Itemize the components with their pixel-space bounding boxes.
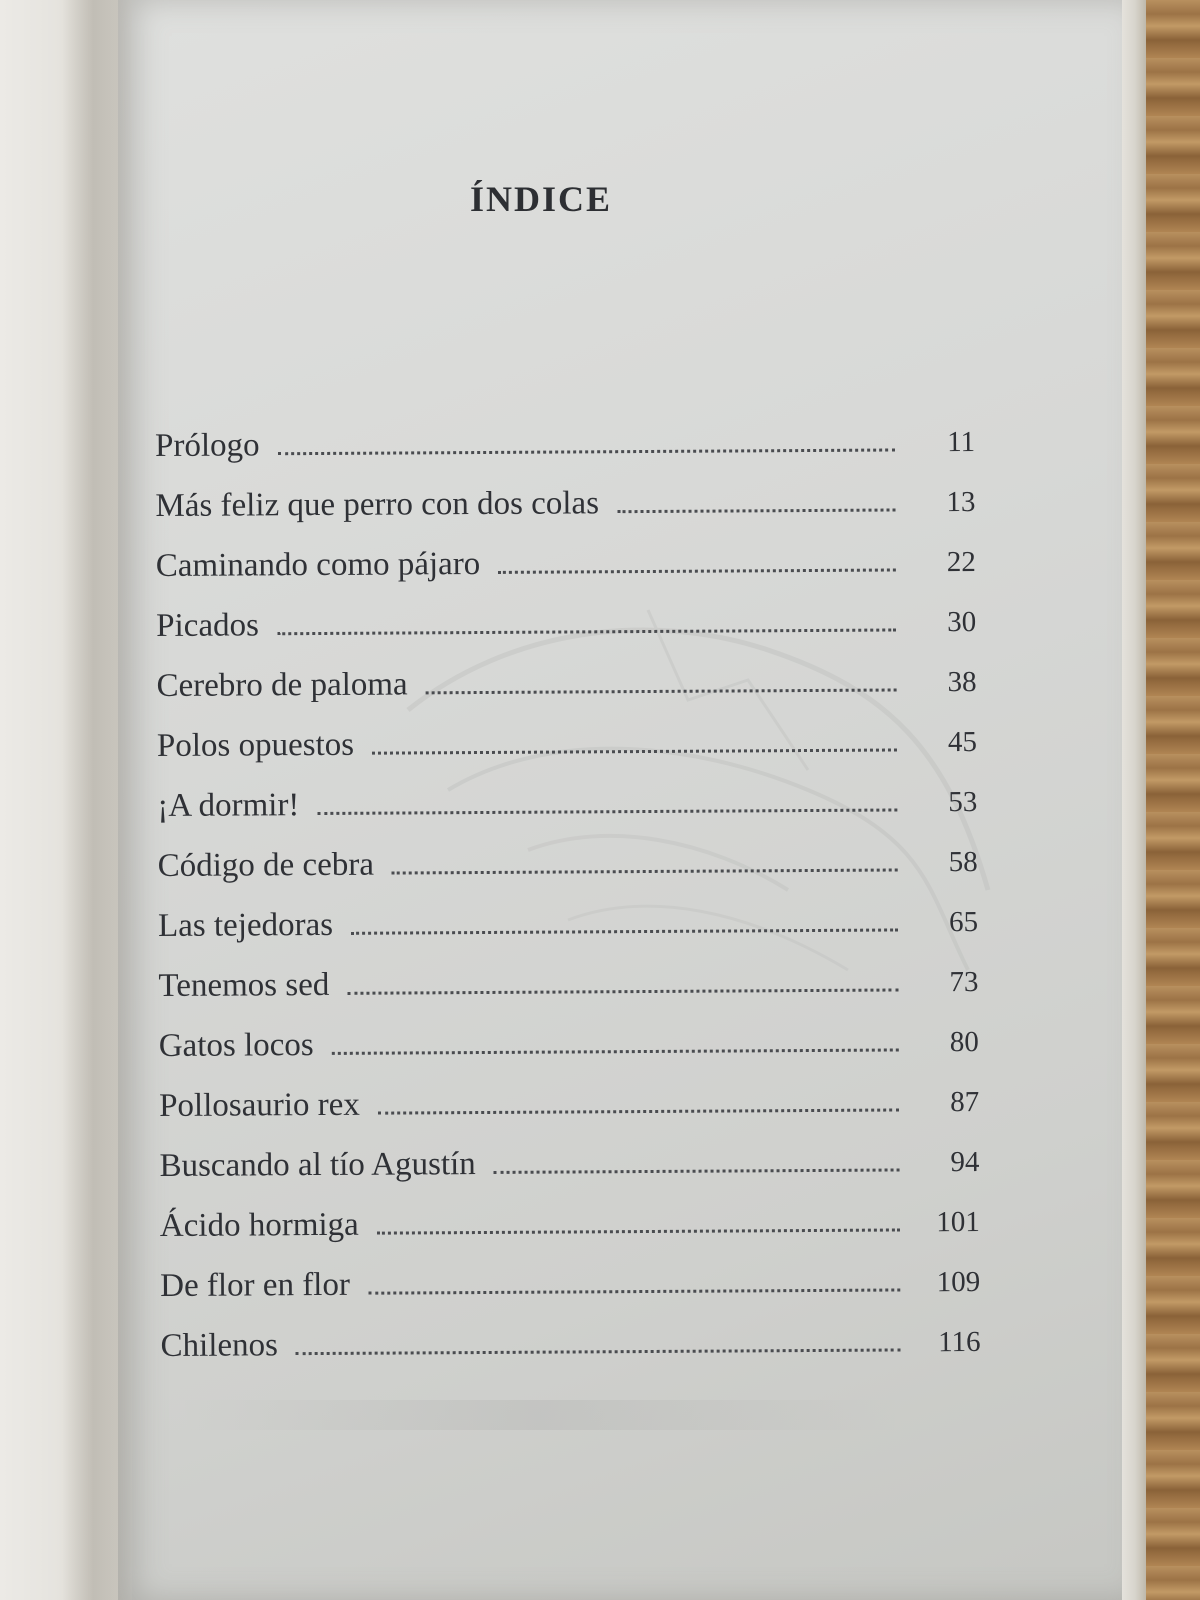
toc-entry — [157, 723, 977, 788]
toc-page-number: 58 — [948, 845, 978, 879]
toc-entry — [155, 483, 975, 548]
dot-leader — [351, 928, 898, 934]
toc-entry — [159, 1083, 979, 1148]
toc-page-number: 101 — [936, 1205, 980, 1239]
toc-page-number: 109 — [936, 1265, 981, 1299]
toc-entry-title: Pollosaurio rex — [159, 1086, 360, 1124]
page-title: ÍNDICE — [470, 179, 613, 219]
toc-entry-title: Más feliz que perro con dos colas — [155, 485, 600, 524]
table-of-contents — [155, 423, 981, 1388]
toc-entry-title: Prólogo — [155, 427, 260, 464]
toc-entry — [158, 843, 978, 908]
dot-leader — [494, 1168, 900, 1173]
toc-entry-title: Gatos locos — [158, 1027, 314, 1064]
toc-entry-title: Chilenos — [160, 1327, 279, 1364]
toc-entry — [156, 663, 976, 728]
toc-entry-title: Picados — [156, 607, 259, 644]
dot-leader — [317, 808, 897, 815]
toc-page-number: 87 — [950, 1085, 980, 1119]
toc-entry — [158, 963, 978, 1028]
toc-page-number: 53 — [948, 785, 978, 819]
toc-entry-title: Cerebro de paloma — [156, 666, 408, 704]
show-through-text — [180, 1400, 900, 1430]
toc-page-number: 45 — [947, 725, 978, 759]
dot-leader — [426, 688, 897, 694]
toc-entry — [155, 423, 975, 488]
dot-leader — [278, 448, 895, 455]
toc-entry — [159, 1143, 979, 1208]
dot-leader — [347, 988, 898, 994]
dot-leader — [377, 1228, 900, 1234]
toc-entry — [156, 603, 976, 668]
dot-leader — [617, 508, 895, 513]
dot-leader — [378, 1108, 899, 1114]
toc-entry-title: ¡A dormir! — [157, 787, 300, 824]
gutter-shadow — [62, 0, 132, 1600]
page-edge — [1118, 0, 1146, 1600]
toc-entry — [157, 783, 977, 848]
toc-entry — [160, 1203, 980, 1268]
toc-entry-title: Caminando como pájaro — [155, 546, 481, 584]
toc-page-number: 65 — [948, 905, 979, 939]
dot-leader — [392, 868, 898, 874]
toc-page-number: 38 — [947, 665, 977, 699]
toc-entry-title: De flor en flor — [160, 1266, 351, 1304]
toc-page-number: 73 — [949, 965, 979, 999]
toc-entry — [158, 903, 978, 968]
dot-leader — [332, 1048, 899, 1054]
toc-entry-title: Ácido hormiga — [159, 1206, 359, 1244]
toc-entry-title: Polos opuestos — [156, 726, 355, 764]
toc-page-number: 13 — [946, 485, 976, 519]
toc-entry-title: Las tejedoras — [157, 906, 334, 944]
wood-table-background — [1140, 0, 1200, 1600]
toc-entry-title: Código de cebra — [157, 846, 375, 884]
toc-page-number: 116 — [938, 1325, 981, 1359]
dot-leader — [368, 1288, 900, 1294]
toc-entry — [160, 1323, 980, 1388]
toc-page-number: 22 — [946, 545, 976, 579]
dot-leader — [498, 568, 896, 573]
dot-leader — [372, 748, 897, 754]
toc-page-number: 30 — [947, 605, 977, 639]
toc-entry-title: Tenemos sed — [158, 966, 330, 1004]
dot-leader — [296, 1348, 901, 1355]
toc-page-number: 11 — [947, 425, 976, 459]
toc-page-number: 94 — [950, 1145, 980, 1179]
toc-entry — [156, 543, 976, 608]
toc-entry — [159, 1023, 979, 1088]
toc-entry-title: Buscando al tío Agustín — [159, 1146, 476, 1184]
toc-entry — [160, 1263, 980, 1328]
dot-leader — [277, 628, 896, 635]
toc-page-number: 80 — [949, 1025, 979, 1059]
